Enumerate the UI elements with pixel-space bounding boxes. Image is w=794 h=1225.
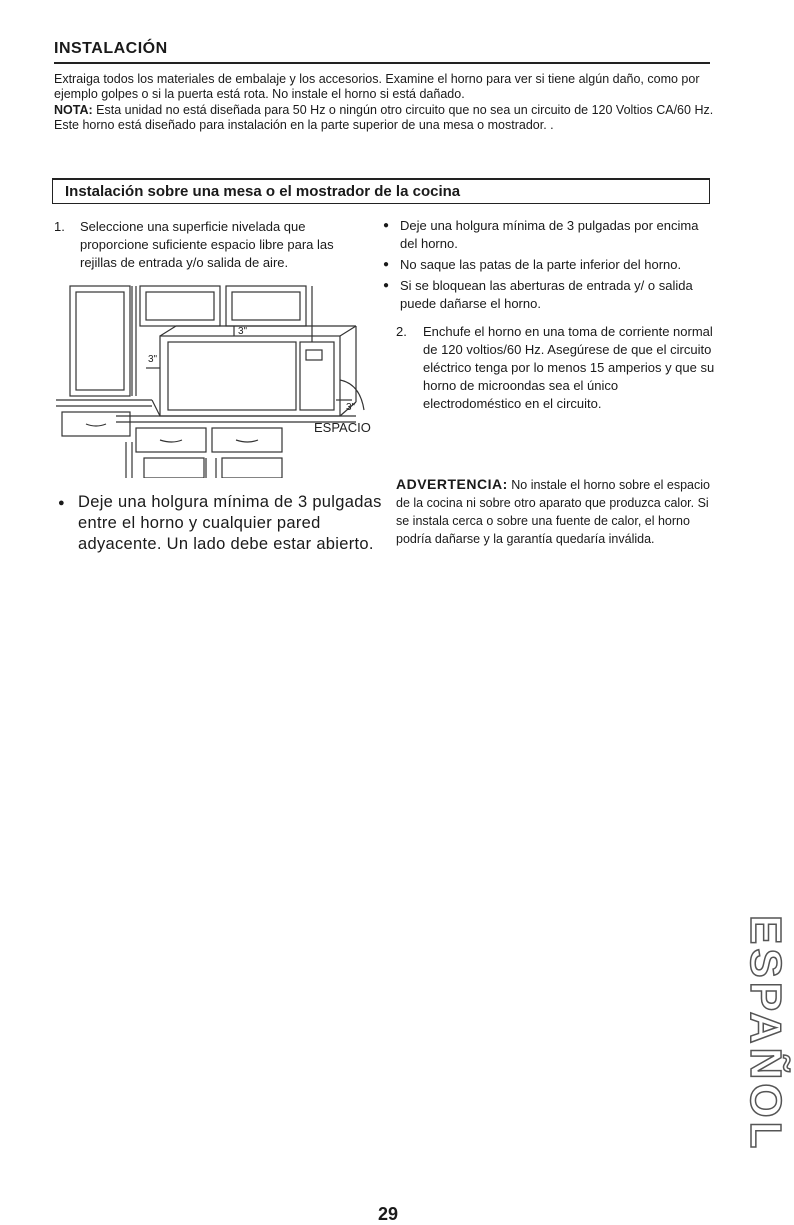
step-1-number: 1.	[54, 219, 65, 234]
microwave-installation-illustration	[56, 282, 386, 478]
subheading-text: Instalación sobre una mesa o el mostrador de la cocina	[65, 183, 461, 200]
clearance-bullet	[54, 492, 384, 555]
warning-label: ADVERTENCIA:	[396, 476, 508, 492]
note-text: Esta unidad no está diseñada para 50 Hz o ningún otro circuito que no sea un circuito de 120 Voltios CA/60 Hz. Este horno está diseñado para instalación en la parte superior de una mesa o mostrador. .	[54, 103, 714, 132]
intro-text	[54, 72, 714, 134]
left-clearance-label: 3"	[148, 354, 158, 365]
step-2-text: Enchufe el horno en una toma de corriente normal de 120 voltios/60 Hz. Asegúrese de que el circuito eléctrico tenga por lo menos 15 amperios y que su horno de microondas sea el único electrodoméstico en el circuito.	[423, 324, 715, 411]
top-clearance-label: 3"	[238, 326, 248, 337]
section-title: INSTALACIÓN	[54, 40, 168, 57]
intro-paragraph: Extraiga todos los materiales de embalaje y los accesorios. Examine el horno para ver si tiene algún daño, como por ejemplo golpes o si la puerta está rota. No instale el horno si está dañado.	[54, 72, 700, 101]
step-1-text: Seleccione una superficie nivelada que proporcione suficiente espacio libre para las rejillas de entrada y/o salida de aire.	[80, 219, 334, 270]
right-bullet	[380, 217, 715, 253]
intro-note	[54, 103, 714, 133]
step-1	[54, 218, 370, 272]
step-2	[380, 323, 715, 413]
title-rule	[54, 62, 710, 64]
bullet-icon: ●	[383, 220, 390, 231]
right-column	[380, 217, 715, 413]
right-bullet-text: No saque las patas de la parte inferior del horno.	[400, 257, 682, 272]
right-bullet	[380, 277, 715, 313]
right-bullet-text: Deje una holgura mínima de 3 pulgadas por encima del horno.	[400, 218, 699, 251]
step-2-number: 2.	[396, 324, 407, 339]
page-number: 29	[378, 1204, 399, 1224]
warning-text: No instale el horno sobre el espacio de la cocina ni sobre otro aparato que produzca calor. Si se instala cerca o sobre una fuente de calor, el horno podría dañarse y la garantía quedaría inválida.	[396, 478, 710, 546]
clearance-bullet-text: Deje una holgura mínima de 3 pulgadas entre el horno y cualquier pared adyacente. Un lado debe estar abierto.	[78, 493, 382, 553]
note-label: NOTA:	[54, 103, 93, 117]
right-clearance-label: 3"	[346, 402, 356, 413]
warning-block	[396, 475, 712, 548]
bullet-icon: ●	[383, 259, 390, 270]
space-label: ESPACIO	[314, 420, 371, 435]
bullet-icon: ●	[383, 280, 390, 291]
left-column	[54, 218, 370, 272]
right-bullet	[380, 256, 715, 274]
right-bullet-text: Si se bloquean las aberturas de entrada y/ o salida puede dañarse el horno.	[400, 278, 693, 311]
bullet-icon: ●	[58, 497, 65, 509]
language-side-label: ESPAÑOL	[741, 915, 790, 1153]
subheading-box	[52, 178, 710, 204]
